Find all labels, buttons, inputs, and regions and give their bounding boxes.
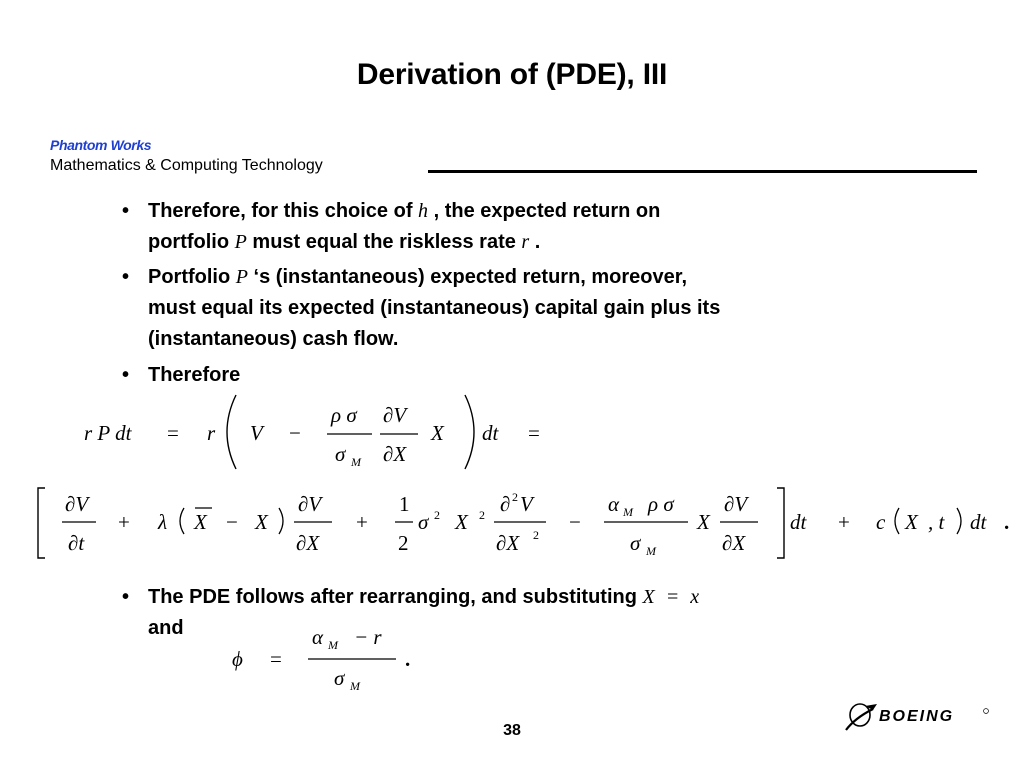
eq2-sup-2: 2	[479, 508, 485, 522]
bullet-1-line-1: Therefore, for this choice of h , the expected return on	[148, 200, 661, 222]
bullet-4-line-2: and	[148, 617, 184, 639]
eq2-alpha: α	[608, 492, 620, 516]
eq2-plus-3: +	[838, 510, 850, 534]
eq2-den-sub: M	[646, 544, 656, 558]
eq2-dX-1: ∂X	[296, 531, 320, 555]
eq2-paren-open-2	[895, 508, 899, 534]
eq2-rho-sigma: ρ σ	[648, 492, 674, 516]
eq3-sigma-sub: M	[350, 679, 360, 693]
boeing-wordmark: BOEING	[879, 708, 955, 725]
eq2-one: 1	[399, 492, 410, 516]
eq2-alpha-sub: M	[623, 505, 633, 519]
eq2-sup-3: 2	[512, 490, 518, 504]
eq2-X-3: X	[697, 510, 710, 534]
eq2-right-bracket	[777, 488, 784, 558]
eq1-dt: dt	[482, 421, 499, 445]
eq2-paren-open-1	[180, 508, 184, 534]
department-name: Mathematics & Computing Technology	[50, 157, 323, 174]
eq1-den-sub: M	[351, 455, 361, 469]
eq3-period: .	[405, 647, 411, 671]
boeing-symbol-icon	[846, 704, 877, 730]
header-rule	[428, 170, 977, 173]
eq3-phi: ϕ	[232, 647, 243, 671]
bullet-dot: •	[122, 200, 130, 222]
eq2-dt-2: dt	[970, 510, 987, 534]
eq2-sigma: σ	[418, 510, 429, 534]
eq2-c: c	[876, 510, 886, 534]
eq2-plus-2: +	[356, 510, 368, 534]
eq2-plus-1: +	[118, 510, 130, 534]
eq2-X-2: X	[455, 510, 468, 534]
eq1-V: V	[250, 421, 263, 445]
eq2-den-sigma: σ	[630, 531, 641, 555]
eq1-lhs: r P dt	[84, 421, 132, 445]
eq2-period: .	[1004, 510, 1010, 534]
eq2-minus-1: −	[226, 510, 238, 534]
eq2-sup-1: 2	[434, 508, 440, 522]
eq2-two: 2	[398, 531, 409, 555]
eq2-left-bracket	[38, 488, 45, 558]
bullet-dot: •	[122, 586, 130, 608]
page-number: 38	[503, 722, 521, 739]
eq1-r: r	[207, 421, 216, 445]
eq3-alpha-sub: M	[328, 638, 338, 652]
eq2-lambda: λ	[158, 510, 168, 534]
eq2-dX-3: ∂X	[722, 531, 746, 555]
eq2-Xbar: X	[194, 510, 207, 534]
eq2-dV: ∂V	[65, 492, 89, 516]
eq2-dt-partial: ∂t	[68, 531, 85, 555]
eq1-num-rho-sigma: ρ σ	[331, 403, 357, 427]
eq2-paren-close-2	[957, 508, 961, 534]
eq1-dX: ∂X	[383, 442, 407, 466]
eq2-comma-t: , t	[928, 510, 945, 534]
bullet-dot: •	[122, 266, 130, 288]
eq2-V: V	[520, 492, 533, 516]
eq1-equals: =	[167, 421, 179, 445]
eq3-equals: =	[270, 647, 282, 671]
bullet-2-line-1: Portfolio P ‘s (instantaneous) expected return, moreover,	[148, 266, 687, 288]
eq1-left-paren	[227, 395, 236, 469]
eq2-paren-close-1	[279, 508, 283, 534]
eq1-equals-2: =	[528, 421, 540, 445]
eq2-dV-3: ∂V	[724, 492, 748, 516]
eq2-dt-1: dt	[790, 510, 807, 534]
bullet-4-line-1: The PDE follows after rearranging, and substituting X = x	[148, 586, 700, 608]
eq2-dV-2: ∂V	[298, 492, 322, 516]
bullet-3-line-1: Therefore	[148, 364, 241, 386]
eq2-minus-2: −	[569, 510, 581, 534]
eq1-X: X	[431, 421, 444, 445]
eq3-sigma: σ	[334, 666, 345, 690]
eq1-minus: −	[289, 421, 301, 445]
eq2-X-4: X	[905, 510, 918, 534]
slide-title: Derivation of (PDE), III	[356, 58, 668, 91]
eq2-X-1: X	[255, 510, 268, 534]
eq2-d2: ∂	[500, 492, 511, 516]
bullet-2-line-2: must equal its expected (instantaneous) capital gain plus its	[148, 297, 721, 319]
eq3-alpha: α	[312, 625, 324, 649]
bullet-2-line-3: (instantaneous) cash flow.	[148, 328, 399, 350]
eq2-dX-2: ∂X	[496, 531, 520, 555]
bullet-1-line-2: portfolio P must equal the riskless rate r .	[148, 231, 541, 253]
eq1-right-paren	[465, 395, 474, 469]
brand-name: Phantom Works	[50, 137, 152, 153]
bullet-dot: •	[122, 364, 130, 386]
eq3-minus-r: − r	[354, 625, 382, 649]
boeing-logo	[843, 700, 993, 736]
eq1-den-sigma: σ	[335, 442, 346, 466]
eq1-dV: ∂V	[383, 403, 407, 427]
registered-mark-icon	[984, 709, 989, 714]
eq2-sup-4: 2	[533, 528, 539, 542]
